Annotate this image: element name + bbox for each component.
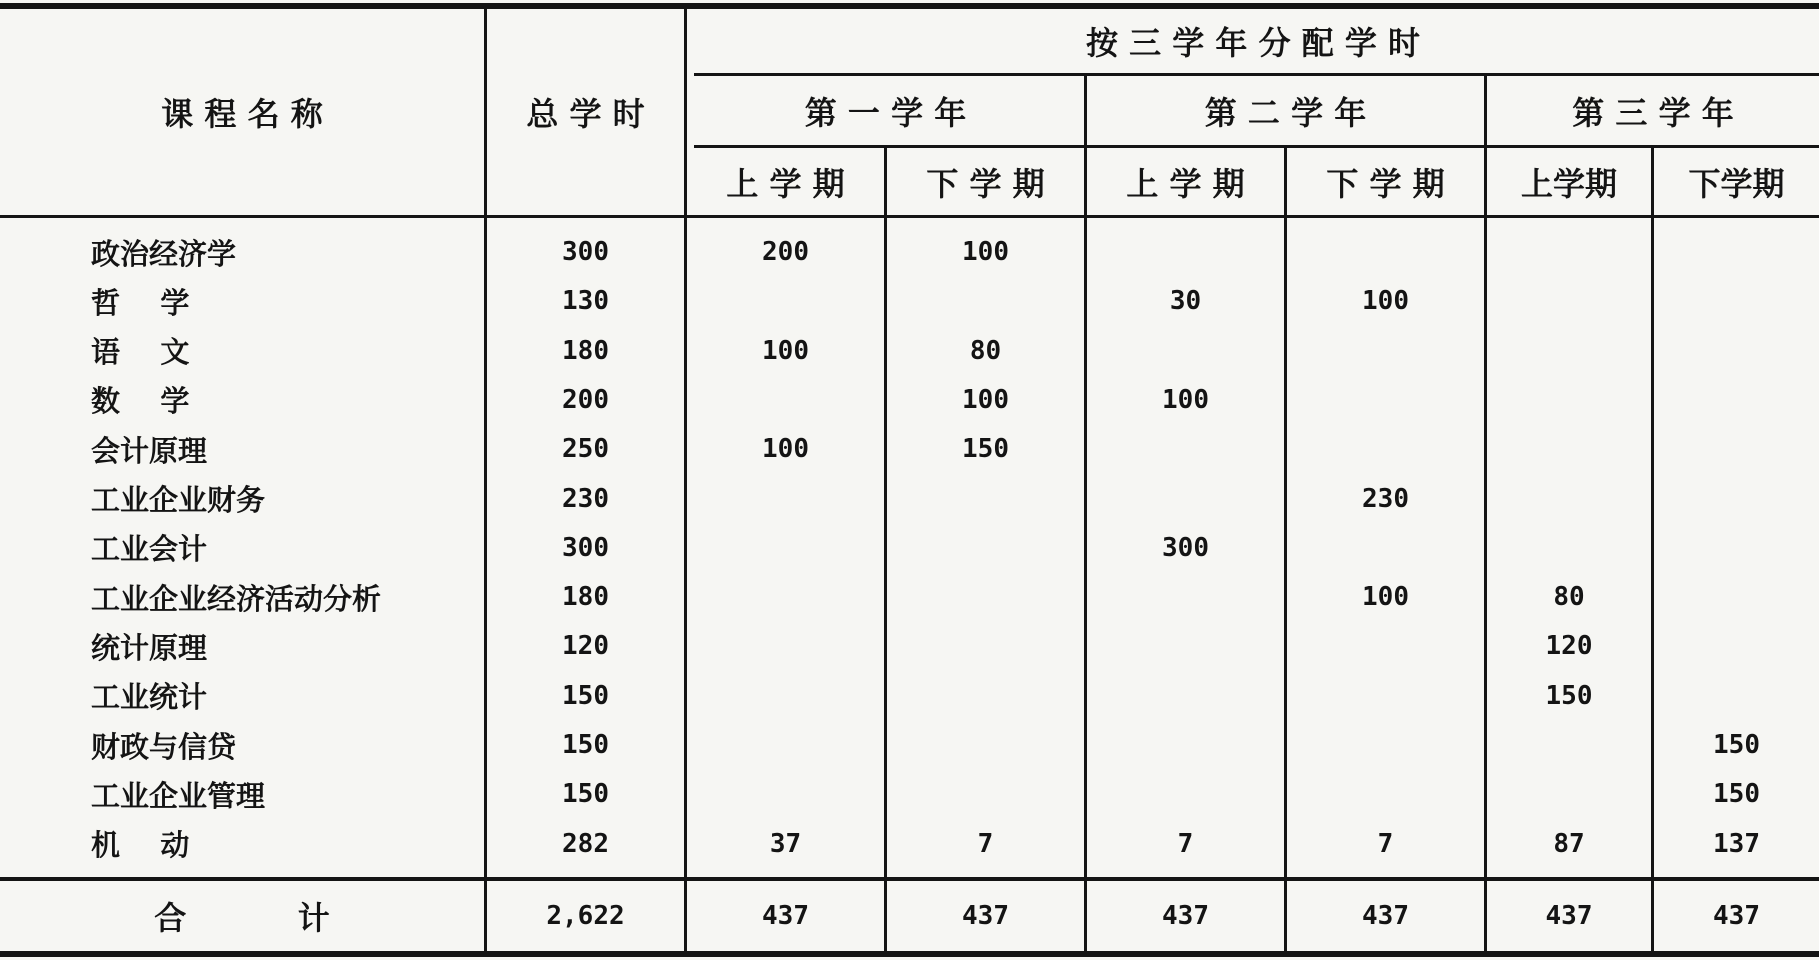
total-hours-cell: 180 <box>562 335 609 366</box>
term-hours-cell <box>1087 723 1284 767</box>
total-hours-cell: 130 <box>562 286 609 317</box>
term-hours-cell <box>1487 477 1651 521</box>
term-hours-cell <box>1487 230 1651 274</box>
course-name-cell: 会计原理 <box>91 433 208 468</box>
term-hours-cell <box>1087 230 1284 274</box>
year-3-header: 第 三 学 年 <box>1572 93 1734 132</box>
term-hours-cell <box>1087 477 1284 521</box>
course-name-cell: 政治经济学 <box>91 236 237 271</box>
term-hours-cell: 300 <box>1162 532 1209 563</box>
term-hours-cell: 100 <box>962 237 1009 267</box>
course-name-cell: 哲 学 <box>91 285 190 320</box>
term-hours-cell <box>1287 378 1484 422</box>
term-hours-cell <box>1287 772 1484 816</box>
total-hours-cell: 150 <box>562 779 609 810</box>
footer-term-total: 437 <box>1545 901 1593 931</box>
term-hours-cell <box>687 378 884 422</box>
term-hours-cell <box>1287 674 1484 718</box>
course-name-cell: 工业会计 <box>91 532 208 567</box>
term-hours-cell <box>1487 378 1651 422</box>
term-hours-cell <box>1487 526 1651 570</box>
footer-total-label: 合 计 <box>154 899 330 937</box>
term-hours-cell <box>1654 575 1819 619</box>
term-hours-cell <box>1087 624 1284 668</box>
term-hours-cell: 100 <box>962 384 1009 415</box>
term-hours-cell <box>887 575 1084 619</box>
total-hours-cell: 250 <box>562 434 609 465</box>
term-hours-cell <box>1487 723 1651 767</box>
term-hours-cell <box>1087 772 1284 816</box>
term-hours-cell <box>1654 624 1819 668</box>
footer-term-total: 437 <box>1162 901 1209 931</box>
term-hours-cell <box>1287 723 1484 767</box>
term-hours-cell <box>687 575 884 619</box>
distribution-header: 按 三 学 年 分 配 学 时 <box>1086 24 1420 62</box>
term-hours-cell <box>1654 674 1819 718</box>
term-hours-cell <box>687 772 884 816</box>
term-hours-cell <box>1087 427 1284 471</box>
term-hours-cell <box>1487 329 1651 373</box>
total-hours-cell: 150 <box>562 680 609 711</box>
course-name-cell: 工业企业财务 <box>91 483 266 517</box>
total-hours-cell: 230 <box>562 483 609 514</box>
term-hours-cell <box>1654 329 1819 373</box>
term-header: 下 学 期 <box>1326 164 1445 203</box>
term-hours-cell <box>1487 279 1651 323</box>
term-hours-cell: 7 <box>1177 828 1194 859</box>
course-name-cell: 机 动 <box>91 828 190 863</box>
term-hours-cell <box>1287 427 1484 471</box>
term-hours-cell: 100 <box>762 434 809 465</box>
term-hours-cell: 30 <box>1169 286 1202 317</box>
term-hours-cell: 80 <box>969 335 1002 366</box>
total-hours-header: 总 学 时 <box>526 95 645 133</box>
course-name-cell: 数 学 <box>91 384 190 419</box>
term-hours-cell <box>1654 378 1819 422</box>
course-name-cell: 工业统计 <box>91 680 208 715</box>
bottom-border <box>0 951 1819 957</box>
term-hours-cell: 37 <box>769 828 802 859</box>
year-1-header: 第 一 学 年 <box>804 93 967 132</box>
term-hours-cell: 7 <box>977 828 994 859</box>
term-hours-cell <box>887 772 1084 816</box>
term-hours-cell <box>887 526 1084 570</box>
term-hours-cell: 120 <box>1545 631 1593 662</box>
term-hours-cell <box>687 624 884 668</box>
course-name-cell: 语 文 <box>91 335 190 370</box>
term-hours-cell <box>687 674 884 718</box>
term-hours-cell <box>1287 526 1484 570</box>
term-hours-cell: 100 <box>1162 384 1209 415</box>
term-hours-cell: 80 <box>1553 582 1585 613</box>
term-hours-cell <box>1287 230 1484 274</box>
term-header: 上学期 <box>1520 164 1617 203</box>
term-header: 下学期 <box>1688 164 1785 203</box>
term-hours-cell: 150 <box>962 434 1009 465</box>
term-hours-cell <box>887 279 1084 323</box>
footer-term-total: 437 <box>1713 901 1760 931</box>
term-hours-cell <box>1654 526 1819 570</box>
term-hours-cell <box>887 477 1084 521</box>
term-hours-cell <box>1654 477 1819 521</box>
term-hours-cell <box>1287 329 1484 373</box>
course-name-cell: 工业企业管理 <box>91 778 266 813</box>
term-header: 上 学 期 <box>726 164 845 203</box>
term-hours-cell: 200 <box>762 237 809 267</box>
term-hours-cell: 7 <box>1377 828 1394 859</box>
term-hours-cell: 100 <box>762 335 809 366</box>
year-2-header: 第 二 学 年 <box>1204 93 1367 132</box>
term-hours-cell <box>687 279 884 323</box>
term-hours-cell <box>687 723 884 767</box>
footer-term-total: 437 <box>962 901 1009 931</box>
header-bottom-rule <box>0 215 1819 218</box>
term-hours-cell: 100 <box>1362 286 1409 317</box>
total-hours-cell: 200 <box>562 384 609 415</box>
term-hours-cell <box>1087 329 1284 373</box>
footer-term-total: 437 <box>762 901 809 931</box>
term-hours-cell <box>687 477 884 521</box>
term-hours-cell <box>1654 427 1819 471</box>
term-hours-cell <box>1087 575 1284 619</box>
term-hours-cell <box>1654 279 1819 323</box>
term-hours-cell <box>687 526 884 570</box>
term-hours-cell <box>887 674 1084 718</box>
term-hours-cell <box>1487 772 1651 816</box>
total-hours-cell: 300 <box>562 532 609 563</box>
term-hours-cell: 230 <box>1362 483 1409 514</box>
term-hours-cell: 150 <box>1713 779 1760 810</box>
footer-total-hours: 2,622 <box>546 901 625 931</box>
term-hours-cell <box>1487 427 1651 471</box>
term-header: 上 学 期 <box>1126 164 1245 203</box>
term-hours-cell <box>887 624 1084 668</box>
total-hours-cell: 300 <box>562 237 609 267</box>
total-hours-cell: 150 <box>562 730 609 760</box>
course-name-cell: 工业企业经济活动分析 <box>91 581 382 616</box>
term-hours-cell: 150 <box>1545 680 1593 711</box>
term-hours-cell: 137 <box>1713 828 1760 859</box>
course-name-header: 课 程 名 称 <box>161 95 323 133</box>
course-name-cell: 财政与信贷 <box>91 729 237 764</box>
term-hours-cell <box>887 723 1084 767</box>
footer-term-total: 437 <box>1362 901 1409 931</box>
term-hours-cell: 87 <box>1553 828 1585 859</box>
term-hours-cell <box>1287 624 1484 668</box>
term-hours-cell <box>1654 230 1819 274</box>
term-header: 下 学 期 <box>926 164 1045 203</box>
total-hours-cell: 282 <box>562 828 609 859</box>
course-name-cell: 统计原理 <box>91 630 208 665</box>
total-hours-cell: 120 <box>562 631 609 662</box>
total-hours-cell: 180 <box>562 582 609 613</box>
term-hours-cell: 150 <box>1713 730 1760 760</box>
term-hours-cell <box>1087 674 1284 718</box>
term-hours-cell: 100 <box>1362 582 1409 613</box>
